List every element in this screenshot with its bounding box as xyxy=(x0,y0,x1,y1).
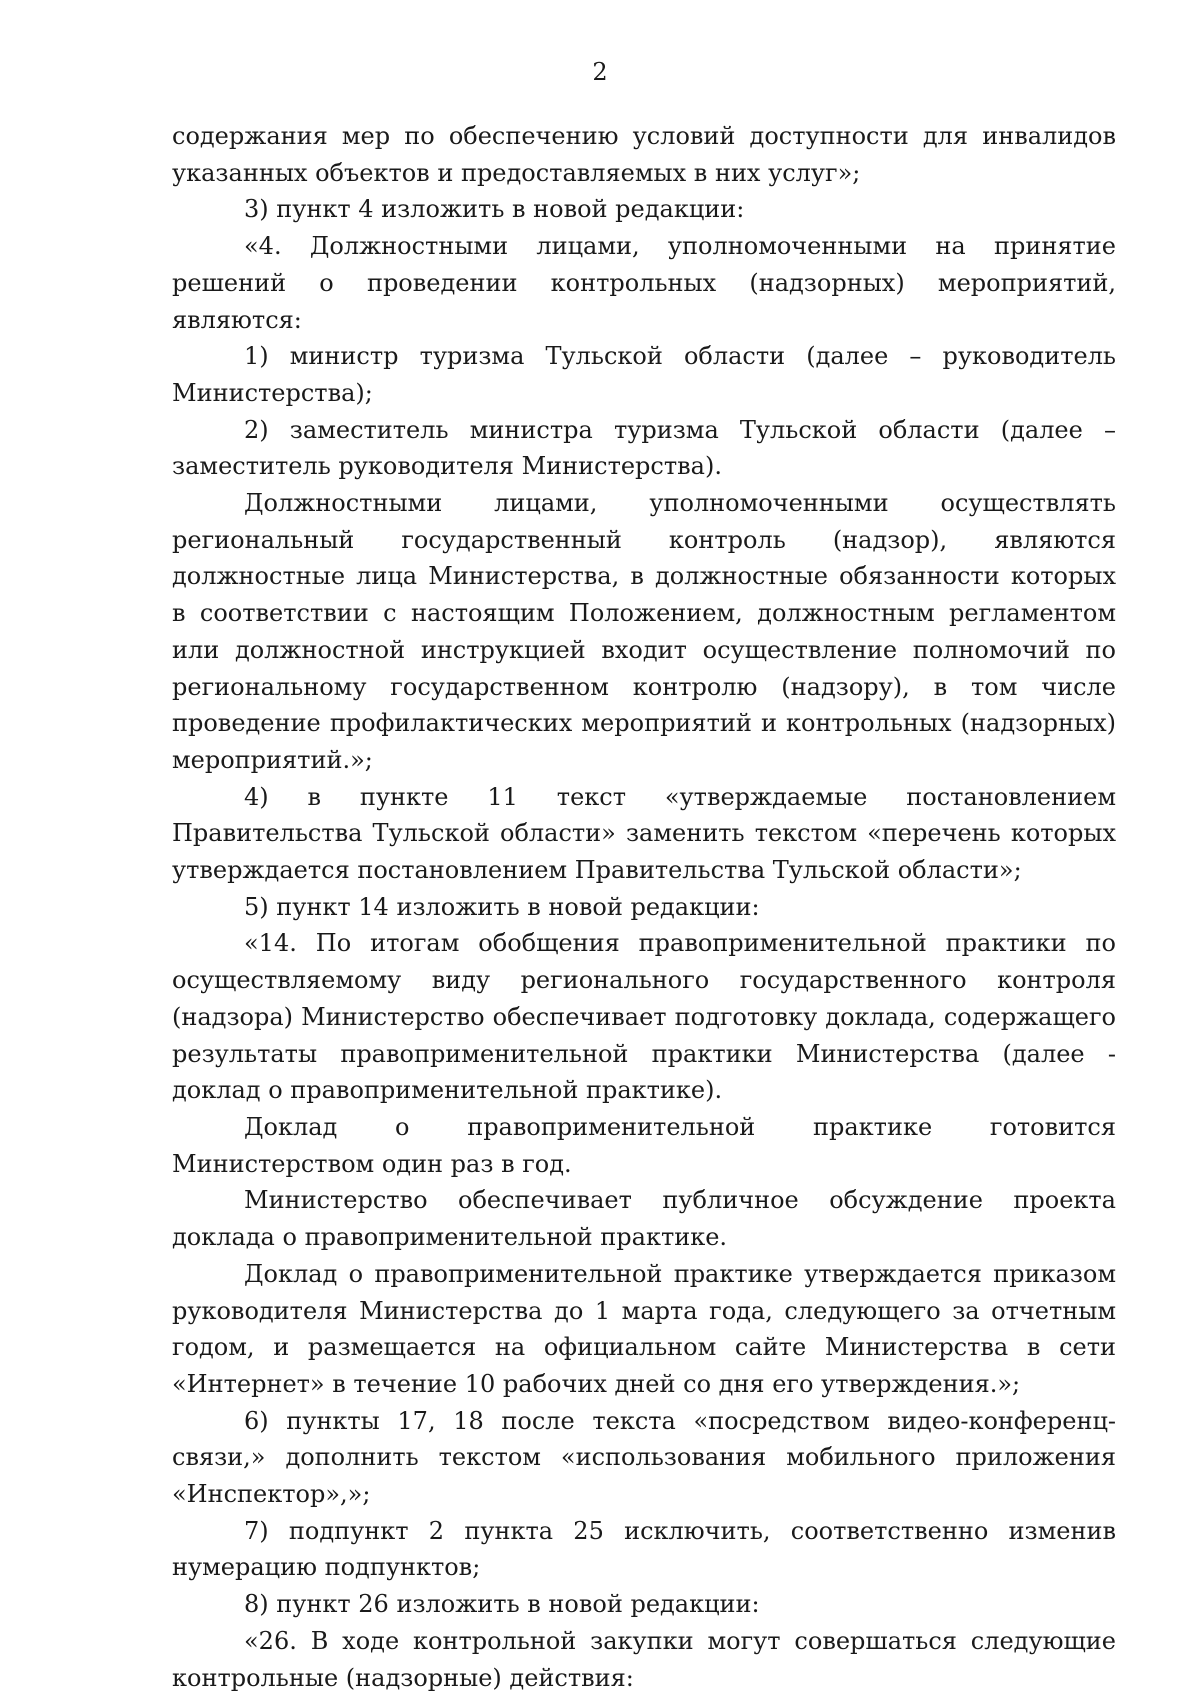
paragraph: содержания мер по обеспечению условий доступности для инвалидов указанных объектов и предоставляемых в них услуг»; xyxy=(172,122,1116,187)
paragraph: 5) пункт 14 изложить в новой редакции: xyxy=(244,892,760,921)
paragraph: 6) пункты 17, 18 после текста «посредством видео-конференц-связи,» дополнить текстом «использования мобильного приложения «Инспектор»,»; xyxy=(172,1406,1116,1509)
paragraph: 3) пункт 4 изложить в новой редакции: xyxy=(244,195,745,224)
paragraph: Министерство обеспечивает публичное обсуждение проекта доклада о правоприменительной практике. xyxy=(172,1186,1116,1252)
document-body xyxy=(172,118,1116,1696)
paragraph: Должностными лицами, уполномоченными осуществлять региональный государственный контроль (надзор), являются должностные лица Министерства, в должностные обязанности которых в соответствии с настоящим Положением, должностным регламентом или должностной инструкцией входит осуществление полномочий по региональному государственном контролю (надзору), в том числе проведение профилактических мероприятий и контрольных (надзорных) мероприятий.»; xyxy=(172,489,1116,774)
paragraph: 8) пункт 26 изложить в новой редакции: xyxy=(244,1590,760,1619)
paragraph: «4. Должностными лицами, уполномоченными на принятие решений о проведении контрольных (надзорных) мероприятий, являются: xyxy=(172,232,1116,334)
paragraph: Доклад о правоприменительной практике утверждается приказом руководителя Министерства до 1 марта года, следующего за отчетным годом, и размещается на официальном сайте Министерства в сети «Интернет» в течение 10 рабочих дней со дня его утверждения.»; xyxy=(172,1259,1116,1398)
paragraph: «26. В ходе контрольной закупки могут совершаться следующие контрольные (надзорные) действия: xyxy=(172,1626,1116,1692)
paragraph: 2) заместитель министра туризма Тульской области (далее – заместитель руководителя Министерства). xyxy=(172,415,1116,481)
paragraph: 7) подпункт 2 пункта 25 исключить, соответственно изменив нумерацию подпунктов; xyxy=(172,1516,1116,1582)
paragraph: «14. По итогам обобщения правоприменительной практики по осуществляемому виду регионального государственного контроля (надзора) Министерство обеспечивает подготовку доклада, содержащего результаты правоприменительной практики Министерства (далее - доклад о правоприменительной практике). xyxy=(172,929,1116,1105)
paragraph: 4) в пункте 11 текст «утверждаемые постановлением Правительства Тульской области» заменить текстом «перечень которых утверждается постановлением Правительства Тульской области»; xyxy=(172,782,1116,885)
paragraph: Доклад о правоприменительной практике готовится Министерством один раз в год. xyxy=(172,1112,1116,1178)
paragraph: 1) министр туризма Тульской области (далее – руководитель Министерства); xyxy=(172,342,1116,407)
page-number: 2 xyxy=(592,58,608,86)
